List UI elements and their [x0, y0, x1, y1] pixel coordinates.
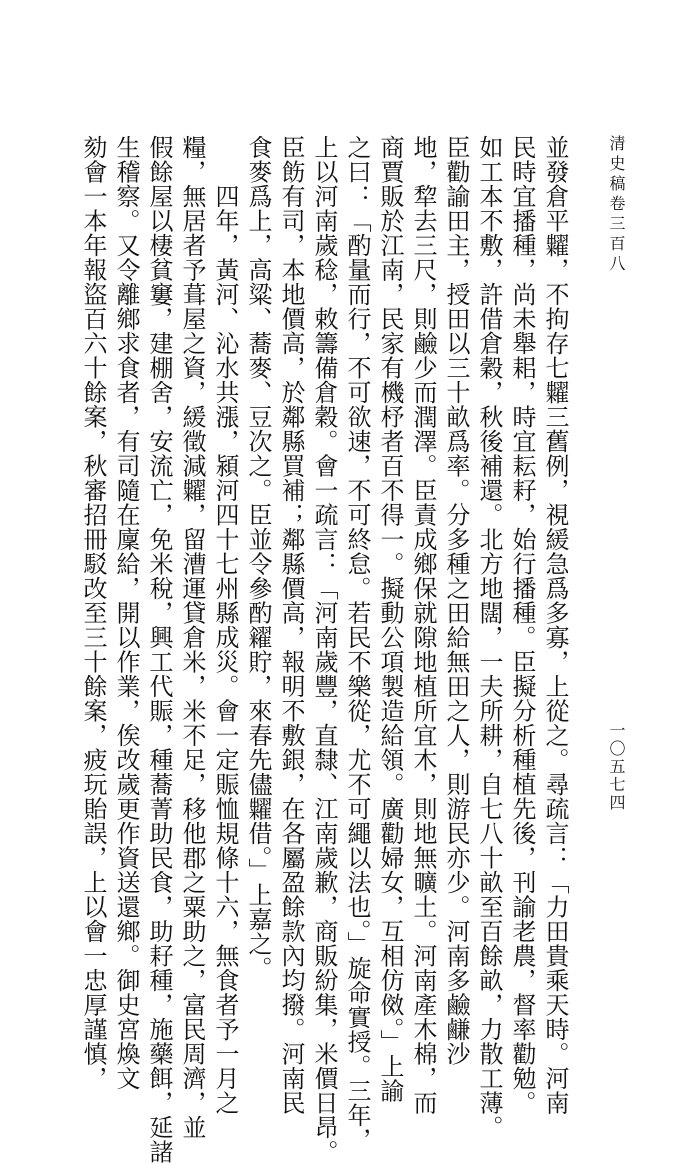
text-column-1: 並發倉平糶，不拘存七糶三舊例，視緩急爲多寡，上從之。尋疏言：「力田貴乘天時。河南 — [541, 135, 569, 1115]
text-column-14: 生稽察。又令離鄉求食者，有司隨在廩給，開以作業，俟改歲更作資送還鄉。御史宮煥文 — [112, 135, 140, 1091]
text-column-8: 上以河南歲稔，敕籌備倉穀。會一疏言：「河南歲豐，直隸、江南歲歉，商販紛集，米價日昂。 — [310, 135, 338, 1164]
text-column-11: 四年，黃河、沁水共漲，潁河四十七州縣成災。會一定賑恤規條十六，無食者予一月之 — [211, 135, 239, 1115]
text-column-2: 民時宜播種，尚未舉耜，時宜耘耔，始行播種。臣擬分析種植先後，刊諭老農，督率勸勉。 — [508, 135, 536, 1115]
text-column-15: 劾會一本年報盜百六十餘案，秋審招冊駁改至三十餘案，疲玩貽誤，上以會一忠厚謹慎， — [79, 135, 107, 1091]
page-number: 一〇五七四 — [607, 722, 626, 812]
text-column-4: 臣勸諭田主，授田以三十畝爲率。分多種之田給無田之人，則游民亦少。河南多鹼鹻沙 — [442, 135, 470, 1066]
text-column-3: 如工本不敷，許借倉穀，秋後補還。北方地闊，一夫所耕，自七八十畝至百餘畝，力散工薄。 — [475, 135, 503, 1140]
text-column-7: 之曰：「酌量而行，不可欲速，不可終怠。若民不樂從，尤不可繩以法也。」旋命實授。三年， — [343, 135, 371, 1152]
text-column-6: 商賈販於江南，民家有機杼者百不得一。擬動公項製造給領。廣勸婦女，互相仿傚。」上諭 — [376, 135, 404, 1103]
text-column-9: 臣飭有司，本地價高，於鄰縣買補；鄰縣價高，報明不敷銀，在各屬盈餘款內均撥。河南民 — [277, 135, 305, 1115]
text-column-10: 食麥爲上，高粱、蕎麥、豆次之。臣並令參酌糴貯，來春先儘糶借。」上嘉之。 — [244, 135, 272, 981]
text-column-13: 假餘屋以棲貧窶，建棚舍，安流亡，免米稅，興工代賑，種蕎菁助民食，助耔種，施藥餌，延諸 — [145, 135, 173, 1164]
header-book-title: 清史稿卷三百八 — [607, 135, 626, 275]
text-column-5: 地，犂去三尺，則鹼少而潤澤。臣責成鄉保就隙地植所宜木，則地無曠土。河南產木棉，而 — [409, 135, 437, 1115]
text-column-12: 糧，無居者予葺屋之資，緩徵減糶，留漕運貸倉米，米不足，移他郡之粟助之，富民周濟，並 — [178, 135, 206, 1140]
